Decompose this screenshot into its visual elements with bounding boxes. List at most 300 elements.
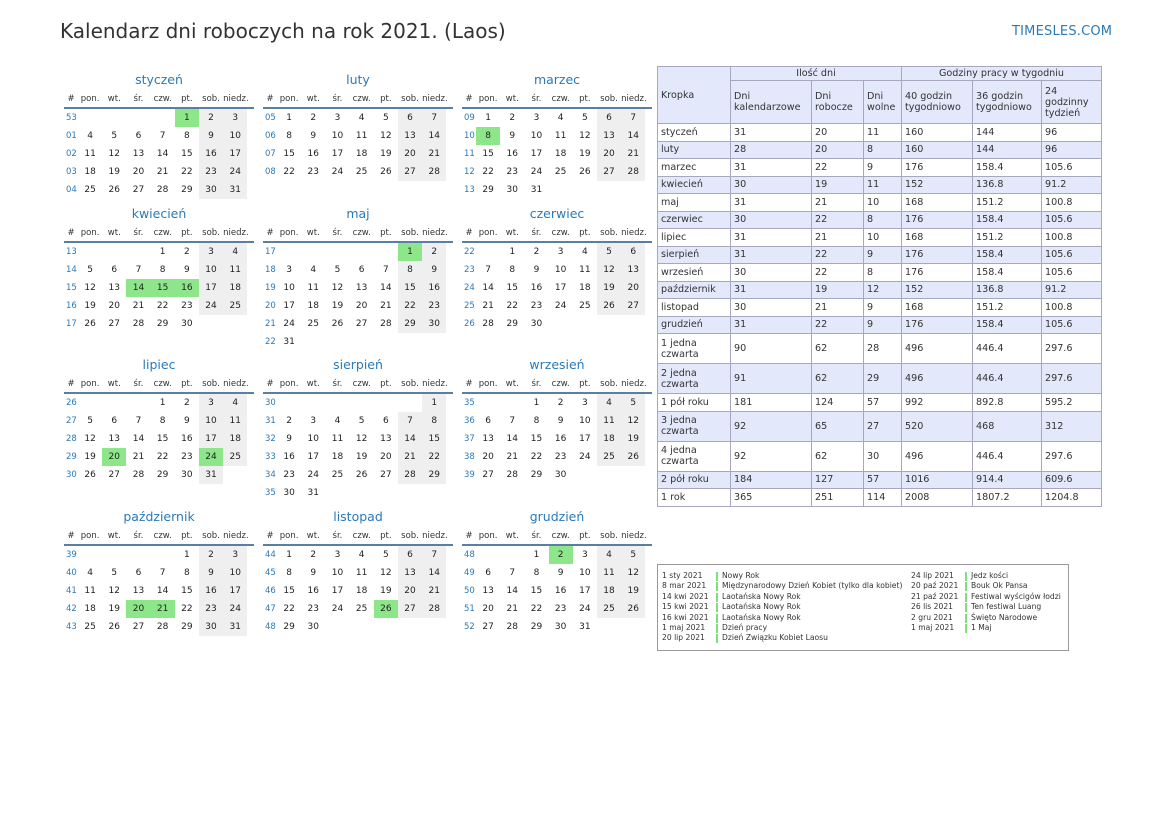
day-cell: 11 — [223, 261, 247, 279]
day-cell: 4 — [223, 243, 247, 261]
stats-cell: 158.4 — [973, 246, 1042, 264]
day-cell: 14 — [156, 586, 169, 596]
stats-cell: 22 — [812, 211, 864, 229]
week-row — [263, 261, 453, 279]
day-cell: 15 — [151, 279, 175, 297]
holiday-marker — [965, 582, 967, 591]
weekday-label: śr. — [332, 531, 343, 541]
day-cell: 16 — [554, 586, 567, 596]
stats-cell: 496 — [902, 364, 973, 394]
stats-col-header: Dni wolne — [864, 81, 902, 124]
stats-cell: 57 — [864, 471, 902, 489]
day-cell — [573, 315, 597, 333]
weekday-label: # — [465, 228, 473, 238]
day-cell: 29 — [181, 622, 193, 632]
day-cell: 25 — [579, 301, 591, 311]
day-cell: 11 — [223, 412, 247, 430]
day-cell: 27 — [398, 600, 422, 618]
month-name: listopad — [333, 509, 383, 524]
day-cell: 15 — [530, 586, 543, 596]
day-cell — [126, 243, 150, 261]
day-cell: 6 — [597, 109, 621, 127]
stats-cell: 176 — [902, 211, 973, 229]
holiday-date: 24 lip 2021 — [911, 571, 954, 580]
day-cell: 13 — [132, 149, 145, 159]
day-cell: 5 — [358, 416, 365, 426]
day-cell: 11 — [307, 283, 319, 293]
day-cell: 29 — [156, 470, 169, 480]
week-number: 41 — [66, 586, 77, 596]
week-number: 05 — [265, 113, 276, 123]
month-name: marzec — [533, 72, 581, 87]
week-row — [462, 315, 652, 333]
weekday-label: wt. — [306, 94, 320, 104]
stats-row-label: marzec — [658, 159, 731, 177]
day-cell — [78, 243, 102, 261]
stats-cell: 176 — [902, 246, 973, 264]
weekday-label: pt. — [380, 228, 392, 238]
day-cell — [500, 546, 524, 564]
week-row — [462, 546, 652, 564]
day-cell: 13 — [380, 434, 392, 444]
stats-row-label: 2 pół roku — [658, 471, 731, 489]
month-calendar — [462, 506, 652, 636]
day-cell: 18 — [331, 452, 344, 462]
weekday-label: czw. — [352, 94, 371, 104]
day-cell: 27 — [132, 622, 145, 632]
stats-row — [658, 194, 1102, 212]
holiday-name: 1 Maj — [971, 622, 992, 632]
weekday-label: wt. — [505, 379, 519, 389]
week-number: 24 — [464, 283, 475, 293]
week-number: 49 — [464, 568, 475, 578]
stats-cell: 31 — [731, 124, 812, 142]
day-cell — [102, 394, 126, 412]
week-row — [263, 394, 453, 412]
week-number: 40 — [66, 568, 77, 578]
weekday-label: pt. — [579, 531, 591, 541]
stats-cell: 30 — [731, 176, 812, 194]
day-cell: 1 — [422, 394, 446, 412]
day-cell: 20 — [126, 600, 150, 618]
week-number: 30 — [265, 398, 276, 408]
day-cell: 16 — [422, 279, 446, 297]
day-cell: 28 — [156, 185, 169, 195]
stats-corner: Kropka — [658, 67, 731, 124]
day-cell: 8 — [286, 568, 292, 578]
day-cell: 9 — [533, 265, 540, 275]
stats-row — [658, 364, 1102, 394]
day-cell: 15 — [283, 149, 295, 159]
week-number: 20 — [265, 301, 276, 311]
day-cell: 25 — [84, 622, 96, 632]
day-cell: 19 — [84, 452, 96, 462]
day-cell: 14 — [422, 564, 446, 582]
day-cell: 1 — [533, 550, 540, 560]
stats-cell: 21 — [812, 229, 864, 247]
day-cell: 9 — [183, 265, 190, 275]
holiday-name: Międzynarodowy Dzień Kobiet (tylko dla kobiet) — [722, 581, 903, 591]
stats-cell: 105.6 — [1042, 264, 1102, 282]
week-row — [263, 448, 453, 466]
holiday-date: 26 lis 2021 — [911, 602, 953, 612]
stats-cell: 21 — [812, 299, 864, 317]
stats-row-label: sierpień — [658, 246, 731, 264]
stats-cell: 297.6 — [1042, 334, 1102, 364]
week-row — [64, 600, 254, 618]
day-cell — [398, 484, 422, 502]
week-row — [462, 145, 652, 163]
day-cell — [597, 466, 621, 484]
day-cell: 1 — [509, 247, 516, 257]
weekday-label: niedz. — [621, 94, 647, 104]
day-cell: 14 — [398, 430, 422, 448]
week-number: 02 — [66, 149, 77, 159]
day-cell: 18 — [223, 430, 247, 448]
day-cell — [422, 333, 446, 351]
holiday-entry — [911, 602, 1061, 612]
weekday-label: pt. — [181, 228, 193, 238]
stats-cell: 136.8 — [973, 176, 1042, 194]
holiday-entry — [911, 571, 1061, 581]
week-number: 44 — [265, 550, 276, 560]
weekday-label: pt. — [181, 94, 193, 104]
week-row — [263, 127, 453, 145]
day-cell: 28 — [422, 600, 446, 618]
stats-cell: 11 — [864, 176, 902, 194]
day-cell: 24 — [331, 167, 344, 177]
month-calendar — [462, 69, 652, 199]
stats-cell: 184 — [731, 471, 812, 489]
day-cell: 30 — [307, 622, 319, 632]
day-cell: 24 — [579, 452, 591, 462]
week-row — [462, 448, 652, 466]
week-number: 35 — [464, 398, 475, 408]
weekday-header — [462, 91, 652, 109]
week-row — [462, 163, 652, 181]
stats-cell: 30 — [864, 441, 902, 471]
holiday-marker — [716, 582, 718, 591]
day-cell — [223, 315, 247, 333]
stats-cell: 30 — [731, 264, 812, 282]
day-cell: 25 — [223, 297, 247, 315]
stats-cell: 365 — [731, 489, 812, 507]
day-cell: 19 — [355, 452, 368, 462]
day-cell: 14 — [621, 127, 645, 145]
day-cell: 22 — [482, 167, 494, 177]
day-cell: 9 — [183, 416, 190, 426]
stats-col-header: 24 godzinny tydzień — [1042, 81, 1102, 124]
day-cell: 22 — [422, 448, 446, 466]
day-cell: 17 — [331, 149, 344, 159]
week-number: 10 — [464, 131, 475, 141]
day-cell: 22 — [181, 604, 193, 614]
weekday-label: sob. — [202, 94, 220, 104]
day-cell — [374, 618, 398, 636]
day-cell: 21 — [156, 167, 169, 177]
weekday-label: wt. — [505, 94, 519, 104]
stats-cell: 105.6 — [1042, 246, 1102, 264]
day-cell — [102, 546, 126, 564]
day-cell: 12 — [621, 412, 645, 430]
day-cell: 12 — [355, 434, 368, 444]
weekday-header — [64, 376, 254, 394]
stats-cell: 151.2 — [973, 194, 1042, 212]
day-cell: 24 — [307, 470, 319, 480]
month-calendar — [462, 354, 652, 484]
day-cell: 20 — [108, 301, 120, 311]
weekday-label: czw. — [551, 531, 570, 541]
stats-row — [658, 124, 1102, 142]
day-cell: 27 — [132, 185, 145, 195]
day-cell: 9 — [557, 568, 564, 578]
day-cell: 18 — [579, 283, 591, 293]
holiday-date: 16 kwi 2021 — [662, 612, 709, 622]
stats-cell: 9 — [864, 159, 902, 177]
holiday-entry — [662, 581, 902, 591]
day-cell: 20 — [597, 145, 621, 163]
day-cell: 25 — [223, 448, 247, 466]
day-cell: 8 — [159, 265, 166, 275]
day-cell: 9 — [199, 564, 223, 582]
day-cell: 20 — [398, 582, 422, 600]
stats-cell: 30 — [731, 299, 812, 317]
day-cell: 4 — [310, 265, 317, 275]
day-cell: 1 — [286, 113, 292, 123]
day-cell: 24 — [554, 301, 567, 311]
stats-row — [658, 489, 1102, 507]
weekday-label: śr. — [531, 531, 542, 541]
week-row — [263, 546, 453, 564]
day-cell: 7 — [485, 265, 491, 275]
weekday-label: niedz. — [422, 94, 448, 104]
day-cell: 20 — [482, 452, 494, 462]
day-cell: 16 — [554, 434, 567, 444]
holiday-marker — [965, 614, 967, 623]
day-cell: 30 — [181, 319, 193, 329]
day-cell: 10 — [331, 568, 344, 578]
day-cell: 1 — [159, 247, 166, 257]
day-cell: 10 — [223, 127, 247, 145]
stats-cell: 892.8 — [973, 394, 1042, 412]
day-cell: 11 — [355, 568, 368, 578]
week-number: 29 — [66, 452, 77, 462]
stats-row-label: wrzesień — [658, 264, 731, 282]
stats-cell: 158.4 — [973, 264, 1042, 282]
stats-row — [658, 299, 1102, 317]
day-cell: 2 — [183, 398, 190, 408]
day-cell: 8 — [286, 131, 292, 141]
week-number: 33 — [265, 452, 276, 462]
week-row — [64, 109, 254, 127]
stats-cell: 19 — [812, 176, 864, 194]
weekday-label: sob. — [401, 379, 419, 389]
day-cell: 4 — [334, 416, 341, 426]
stats-cell: 158.4 — [973, 159, 1042, 177]
week-number: 43 — [66, 622, 77, 632]
weekday-label: czw. — [153, 531, 172, 541]
day-cell: 1 — [485, 113, 491, 123]
day-cell: 30 — [554, 622, 567, 632]
week-number: 52 — [464, 622, 475, 632]
day-cell: 12 — [108, 586, 120, 596]
stats-row — [658, 334, 1102, 364]
week-row — [462, 430, 652, 448]
weekday-label: # — [67, 94, 75, 104]
stats-cell: 105.6 — [1042, 159, 1102, 177]
day-cell — [476, 243, 500, 261]
holiday-entry — [662, 633, 902, 643]
stats-col-header: Dni robocze — [812, 81, 864, 124]
stats-cell: 446.4 — [973, 334, 1042, 364]
day-cell: 25 — [597, 600, 621, 618]
day-cell: 6 — [398, 109, 422, 127]
weekday-label: śr. — [332, 379, 343, 389]
day-cell: 3 — [533, 113, 540, 123]
day-cell: 29 — [482, 185, 494, 195]
week-number: 32 — [265, 434, 276, 444]
weekday-label: pon. — [80, 228, 100, 238]
week-number: 08 — [265, 167, 276, 177]
holiday-name: Jedz kości — [971, 571, 1009, 580]
month-name: sierpień — [333, 357, 383, 372]
day-cell: 10 — [530, 131, 543, 141]
day-cell: 19 — [621, 582, 645, 600]
stats-cell: 27 — [864, 411, 902, 441]
holiday-name: Laotańska Nowy Rok — [722, 612, 801, 622]
stats-cell: 297.6 — [1042, 364, 1102, 394]
day-cell: 15 — [156, 434, 169, 444]
day-cell: 7 — [135, 265, 142, 275]
weekday-header — [462, 225, 652, 243]
day-cell: 31 — [223, 181, 247, 199]
stats-cell: 91 — [731, 364, 812, 394]
weekday-label: wt. — [107, 379, 121, 389]
week-row — [263, 315, 453, 333]
stats-cell: 10 — [864, 229, 902, 247]
day-cell — [301, 333, 325, 351]
holiday-date: 1 maj 2021 — [662, 622, 706, 632]
day-cell: 22 — [506, 301, 518, 311]
day-cell: 1 — [398, 243, 422, 261]
day-cell: 6 — [358, 265, 365, 275]
day-cell: 21 — [506, 452, 518, 462]
brand-link[interactable]: TIMESLES.COM — [1012, 24, 1113, 39]
day-cell: 24 — [579, 604, 591, 614]
stats-row — [658, 394, 1102, 412]
day-cell — [597, 618, 621, 636]
day-cell: 1 — [286, 550, 292, 560]
day-cell: 15 — [181, 149, 193, 159]
day-cell: 5 — [87, 416, 93, 426]
day-cell: 19 — [84, 301, 96, 311]
day-cell — [422, 484, 446, 502]
holiday-date: 14 kwi 2021 — [662, 591, 709, 601]
week-row — [64, 430, 254, 448]
weekday-label: wt. — [107, 94, 121, 104]
day-cell: 24 — [199, 448, 223, 466]
day-cell: 10 — [307, 434, 319, 444]
week-row — [462, 261, 652, 279]
day-cell: 28 — [506, 470, 518, 480]
week-number: 17 — [265, 247, 276, 257]
day-cell: 28 — [506, 622, 518, 632]
day-cell: 7 — [159, 568, 166, 578]
weekday-label: niedz. — [223, 531, 249, 541]
stats-cell: 31 — [731, 246, 812, 264]
holiday-marker — [716, 603, 718, 612]
day-cell: 3 — [199, 394, 223, 412]
day-cell: 16 — [530, 283, 543, 293]
week-number: 38 — [464, 452, 475, 462]
weekday-label: # — [67, 228, 75, 238]
week-number: 19 — [265, 283, 276, 293]
stats-cell: 11 — [864, 124, 902, 142]
weekday-label: śr. — [133, 379, 144, 389]
day-cell — [398, 394, 422, 412]
stats-cell: 22 — [812, 246, 864, 264]
week-row — [64, 564, 254, 582]
day-cell: 14 — [380, 283, 392, 293]
day-cell: 17 — [283, 301, 295, 311]
holiday-entry — [662, 592, 902, 602]
day-cell: 12 — [84, 283, 96, 293]
day-cell: 6 — [135, 131, 142, 141]
day-cell: 10 — [199, 261, 223, 279]
day-cell — [621, 618, 645, 636]
day-cell: 1 — [175, 109, 199, 127]
stats-cell: 468 — [973, 411, 1042, 441]
day-cell — [78, 546, 102, 564]
day-cell: 21 — [422, 145, 446, 163]
month-calendar — [64, 354, 254, 484]
day-cell: 9 — [509, 131, 516, 141]
week-number: 09 — [464, 113, 475, 123]
holiday-marker — [965, 624, 967, 633]
day-cell: 20 — [621, 279, 645, 297]
weekday-label: niedz. — [422, 531, 448, 541]
holiday-name: Laotańska Nowy Rok — [722, 591, 801, 601]
weekday-label: śr. — [531, 228, 542, 238]
weekday-label: pt. — [181, 379, 193, 389]
month-calendar — [462, 203, 652, 333]
holiday-date: 20 lip 2021 — [662, 633, 705, 643]
day-cell: 6 — [485, 416, 491, 426]
day-cell: 18 — [554, 149, 567, 159]
week-number: 53 — [66, 113, 77, 123]
day-cell: 6 — [485, 568, 491, 578]
week-row — [462, 600, 652, 618]
weekday-label: czw. — [352, 531, 371, 541]
day-cell: 29 — [398, 315, 422, 333]
day-cell: 18 — [223, 279, 247, 297]
week-row — [462, 297, 652, 315]
stats-row-label: czerwiec — [658, 211, 731, 229]
week-number: 48 — [265, 622, 276, 632]
day-cell: 3 — [310, 416, 317, 426]
stats-row-label: styczeń — [658, 124, 731, 142]
day-cell: 21 — [506, 604, 518, 614]
day-cell — [301, 394, 325, 412]
weekday-label: # — [266, 94, 274, 104]
stats-cell: 30 — [731, 211, 812, 229]
weekday-header — [263, 528, 453, 546]
day-cell: 5 — [111, 131, 118, 141]
day-cell: 8 — [159, 416, 166, 426]
weekday-label: pon. — [80, 94, 100, 104]
week-number: 26 — [66, 398, 77, 408]
weekday-label: śr. — [133, 228, 144, 238]
